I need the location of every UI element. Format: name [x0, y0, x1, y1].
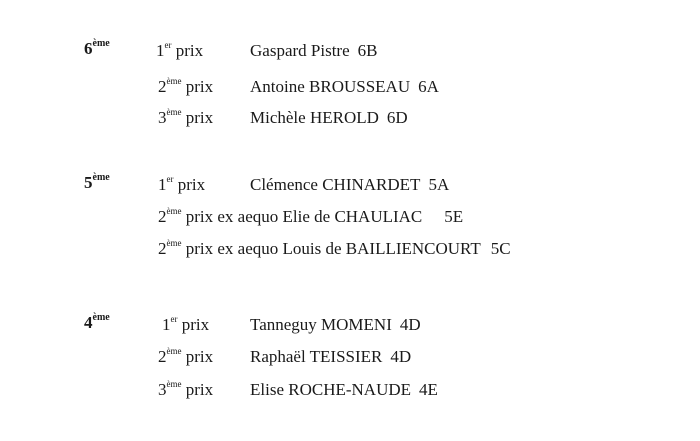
prize-word: prix: [171, 41, 204, 60]
winner-name: Tanneguy MOMENI: [250, 315, 392, 334]
winner-class: 5E: [444, 207, 464, 226]
grade-suffix: ème: [92, 38, 110, 49]
winner-name: Clémence CHINARDET: [250, 175, 421, 194]
prize-rank-6-2: [158, 78, 213, 95]
prize-word: prix: [181, 108, 214, 127]
prize-word: prix: [181, 380, 214, 399]
prize-word: prix: [181, 347, 214, 366]
rank-number: 1: [162, 315, 171, 334]
grade-heading-6: [84, 40, 110, 57]
prize-text: prix ex aequo Louis de BAILLIENCOURT: [181, 239, 481, 258]
prize-rank-4-1: [162, 316, 209, 333]
rank-suffix: ème: [166, 238, 182, 248]
prize-rank-4-2: [158, 348, 213, 365]
grade-heading-4: [84, 314, 110, 331]
prize-rank-6-1: [156, 42, 203, 59]
rank-number: 2: [158, 239, 167, 258]
rank-suffix: ème: [166, 107, 182, 117]
rank-suffix: er: [170, 314, 178, 324]
winner-6-1: [250, 42, 377, 59]
rank-number: 3: [158, 108, 167, 127]
winner-class: 4D: [399, 315, 421, 334]
winner-class: 6A: [418, 77, 439, 96]
winner-6-3: [250, 109, 408, 126]
rank-number: 2: [158, 207, 167, 226]
winner-class: 5C: [490, 239, 511, 258]
winner-class: 5A: [428, 175, 450, 194]
rank-suffix: ème: [166, 346, 182, 356]
prize-text: prix ex aequo Elie de CHAULIAC: [181, 207, 423, 226]
rank-suffix: er: [166, 174, 174, 184]
winner-name: Gaspard Pistre: [250, 41, 350, 60]
grade-number: 6: [84, 39, 93, 58]
rank-number: 2: [158, 77, 167, 96]
winner-5-1: [250, 176, 449, 193]
winner-class: 6B: [357, 41, 378, 60]
winner-4-1: [250, 316, 421, 333]
rank-number: 3: [158, 380, 167, 399]
grade-suffix: ème: [92, 172, 110, 183]
grade-number: 5: [84, 173, 93, 192]
winner-class: 6D: [386, 108, 408, 127]
prize-word: prix: [173, 175, 206, 194]
winner-class: 4E: [419, 380, 438, 399]
grade-number: 4: [84, 313, 93, 332]
rank-suffix: er: [164, 40, 172, 50]
prize-line-5-2: [158, 208, 463, 225]
grade-heading-5: [84, 174, 110, 191]
winner-name: Elise ROCHE-NAUDE: [250, 380, 412, 399]
winner-name: Antoine BROUSSEAU: [250, 77, 411, 96]
rank-number: 1: [158, 175, 167, 194]
prize-rank-5-1: [158, 176, 205, 193]
rank-number: 2: [158, 347, 167, 366]
prize-rank-6-3: [158, 109, 213, 126]
prize-word: prix: [177, 315, 210, 334]
winner-name: Michèle HEROLD: [250, 108, 379, 127]
winner-name: Raphaël TEISSIER: [250, 347, 383, 366]
rank-number: 1: [156, 41, 165, 60]
winner-4-2: [250, 348, 411, 365]
winner-4-3: [250, 381, 438, 398]
winner-6-2: [250, 78, 439, 95]
grade-suffix: ème: [92, 312, 110, 323]
winner-class: 4D: [390, 347, 412, 366]
prize-line-5-3: [158, 240, 511, 257]
prize-word: prix: [181, 77, 214, 96]
rank-suffix: ème: [166, 379, 182, 389]
rank-suffix: ème: [166, 76, 182, 86]
rank-suffix: ème: [166, 206, 182, 216]
prize-rank-4-3: [158, 381, 213, 398]
